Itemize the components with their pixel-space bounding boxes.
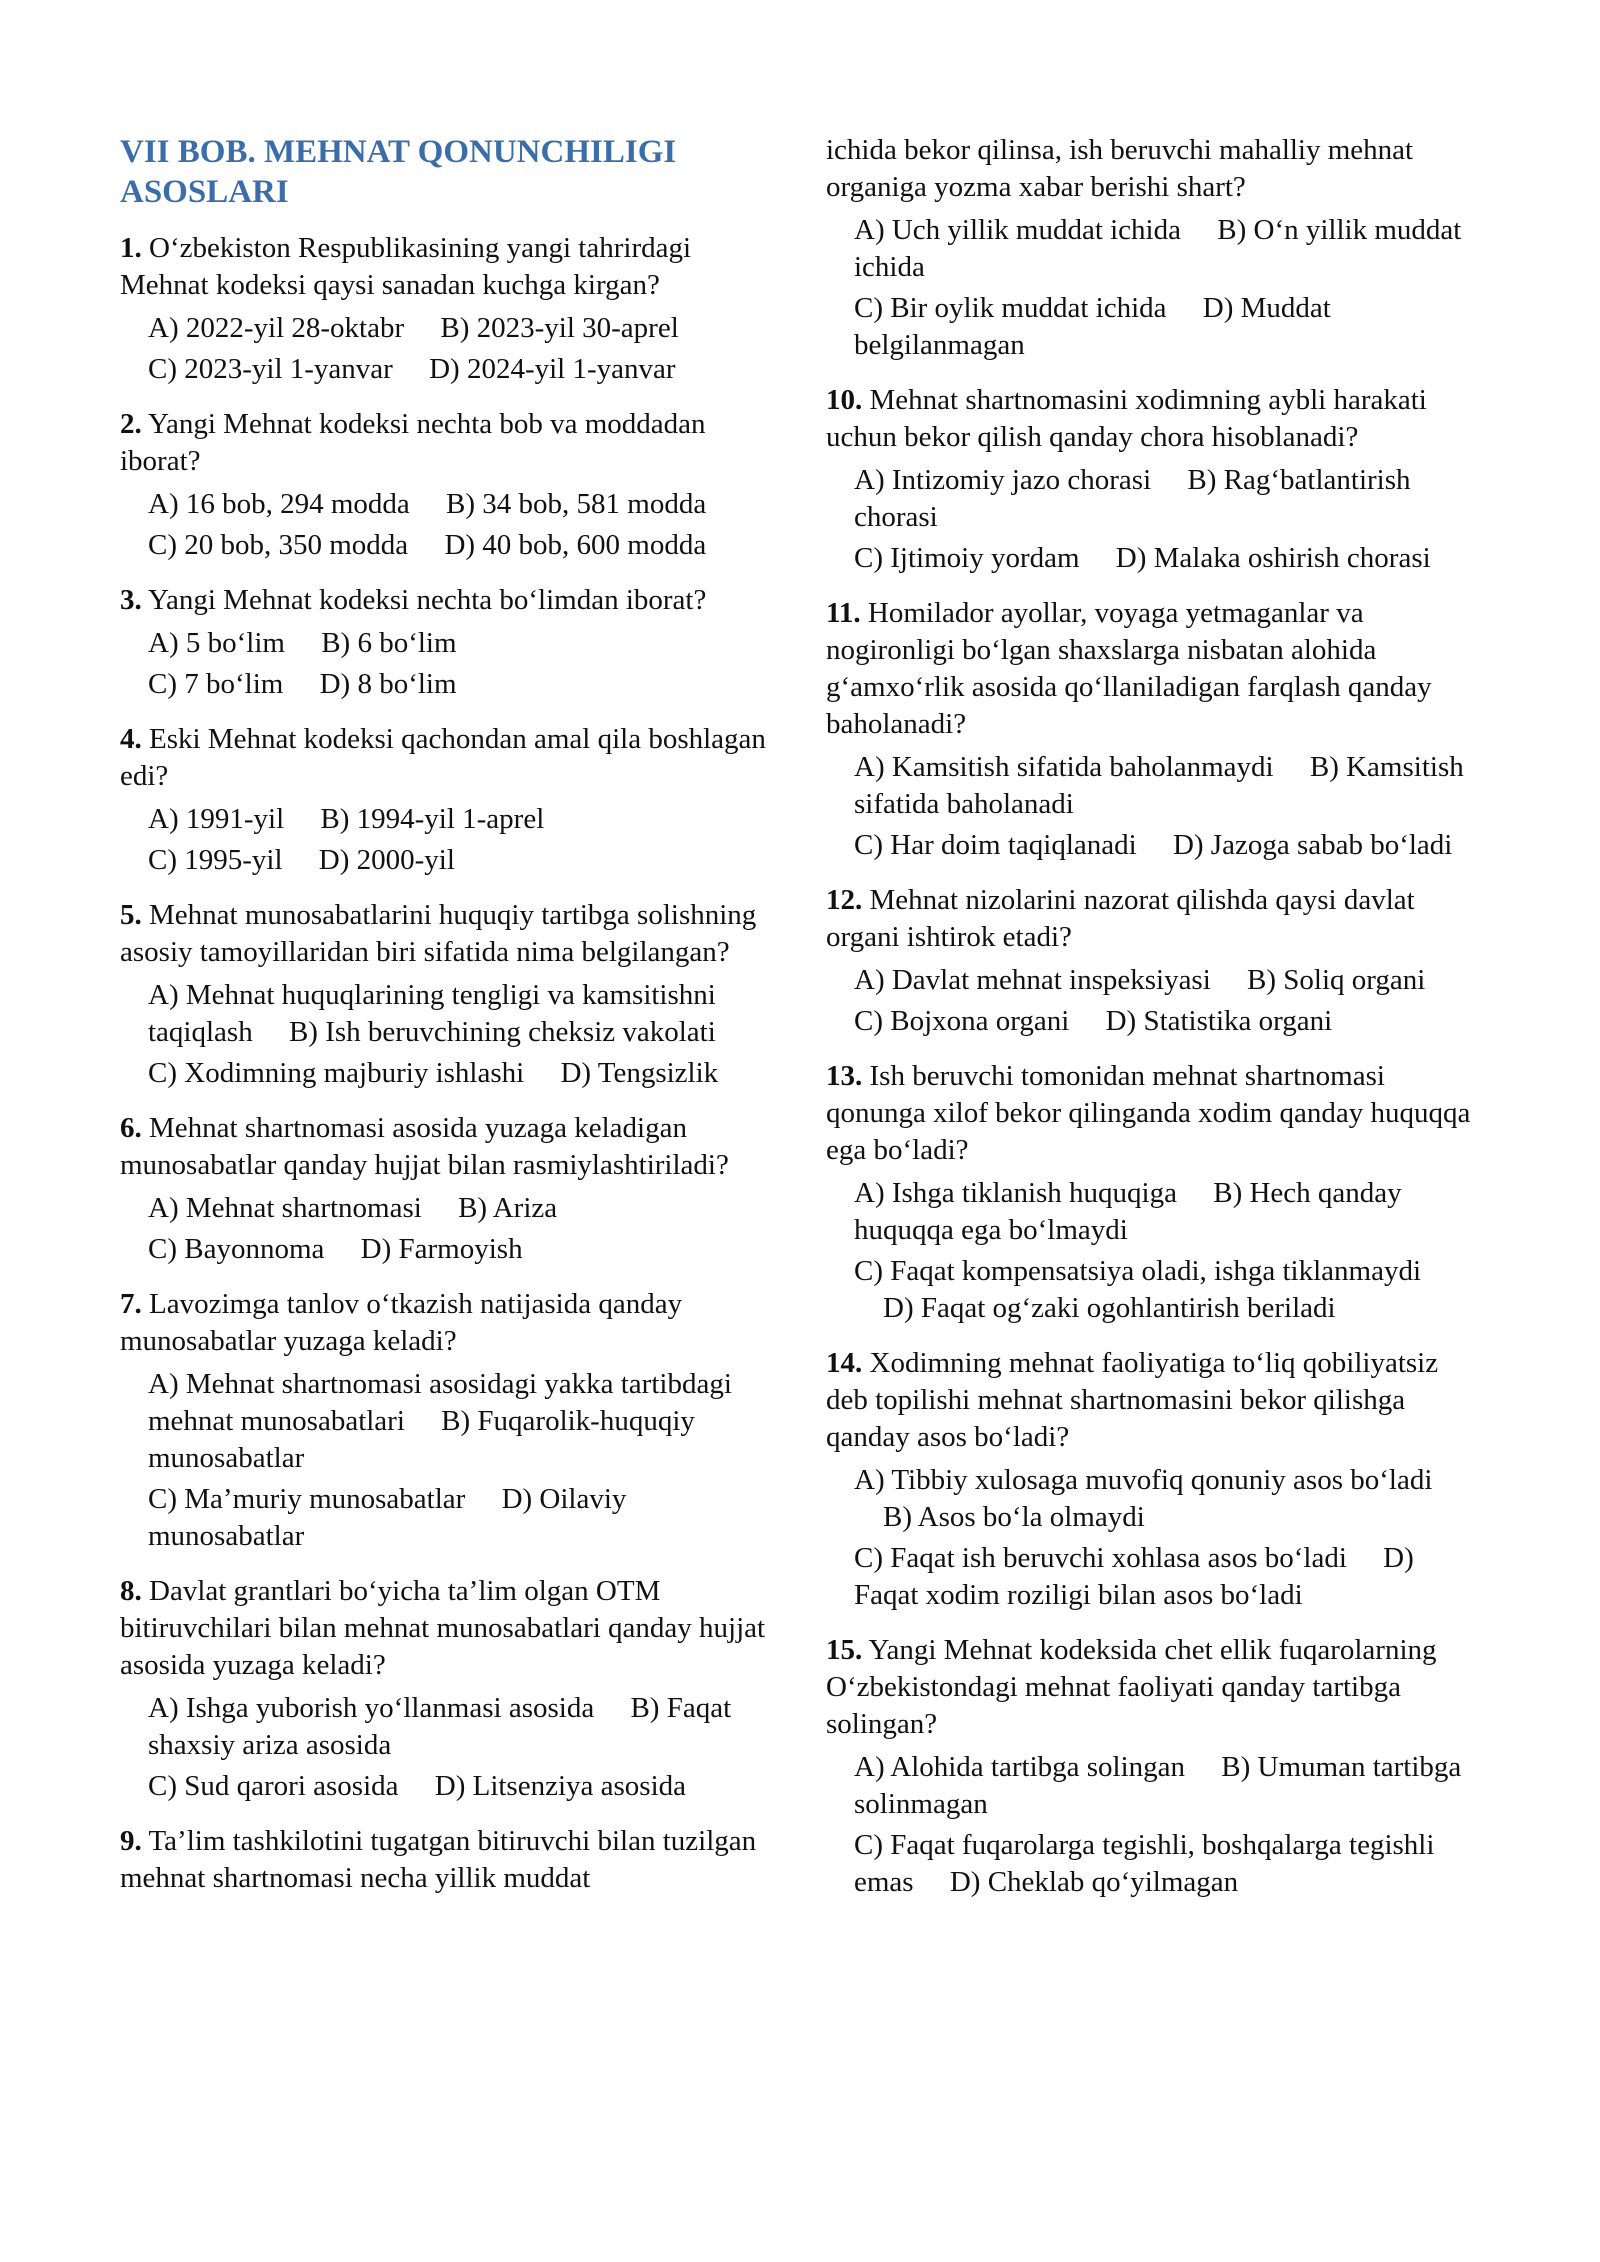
answer-option: B) O‘n yillik muddat ichida — [854, 214, 1462, 283]
question-text-line — [826, 1058, 1471, 1169]
answer-row — [148, 842, 770, 879]
question-number: 9. — [120, 1825, 142, 1857]
answer-row — [854, 540, 1471, 577]
question-text: Xodimning mehnat faoliyatiga to‘liq qobiliyatsiz deb topilishi mehnat shartnomasini bekor qilishga qanday asos bo‘ladi? — [826, 1347, 1439, 1453]
answer-option: D) 8 bo‘lim — [319, 668, 457, 700]
question-number: 5. — [120, 899, 142, 931]
answer-option: D) 2000-yil — [318, 844, 455, 876]
answer-option: C) 20 bob, 350 modda — [148, 529, 409, 561]
answer-row — [148, 1366, 770, 1477]
answer-options — [148, 625, 770, 703]
answer-options — [854, 749, 1471, 864]
question-text-line — [826, 1345, 1471, 1456]
answer-option: C) Bayonnoma — [148, 1233, 325, 1265]
answer-option: B) Fuqarolik-huquqiy munosabatlar — [148, 1405, 695, 1474]
question-block — [120, 1823, 770, 1897]
question-text: Eski Mehnat kodeksi qachondan amal qila boshlagan edi? — [120, 723, 766, 792]
answer-option: C) Xodimning majburiy ishlashi — [148, 1057, 525, 1089]
answer-option: D) 2024-yil 1-yanvar — [429, 353, 676, 385]
answer-options — [148, 977, 770, 1092]
answer-row — [148, 977, 770, 1051]
question-block — [120, 1110, 770, 1268]
question-text: Yangi Mehnat kodeksida chet ellik fuqarolarning O‘zbekistondagi mehnat faoliyati qanday tartibga solingan? — [826, 1634, 1437, 1740]
question-text-line — [120, 406, 770, 480]
question-number: 12. — [826, 884, 863, 916]
question-number: 7. — [120, 1288, 142, 1320]
answer-row — [854, 1175, 1471, 1249]
question-text-line — [120, 1110, 770, 1184]
answer-row — [148, 1690, 770, 1764]
answer-row — [854, 1003, 1471, 1040]
answer-option: D) Litsenziya asosida — [434, 1770, 687, 1802]
question-text: Ta’lim tashkilotini tugatgan bitiruvchi bilan tuzilgan mehnat shartnomasi necha yillik muddat — [120, 1825, 757, 1894]
question-text: Ish beruvchi tomonidan mehnat shartnomasi qonunga xilof bekor qilinganda xodim qanday huquqqa ega bo‘ladi? — [826, 1060, 1471, 1166]
question-text-line — [120, 1823, 770, 1897]
answer-option: A) Kamsitish sifatida baholanmaydi — [854, 751, 1274, 783]
question-block — [120, 1573, 770, 1805]
answer-option: B) Ariza — [458, 1192, 558, 1224]
question-continuation — [826, 132, 1471, 364]
question-number: 3. — [120, 584, 142, 616]
question-text-line — [120, 582, 770, 619]
question-block — [120, 1286, 770, 1555]
answer-row — [148, 351, 770, 388]
question-text: Homilador ayollar, voyaga yetmaganlar va nogironligi bo‘lgan shaxslarga nisbatan alohida g‘amxo‘rlik asosida qo‘llaniladigan farqlash qanday baholanadi? — [826, 597, 1432, 740]
question-number: 11. — [826, 597, 861, 629]
answer-row — [854, 962, 1471, 999]
answer-row — [148, 1231, 770, 1268]
answer-row — [148, 666, 770, 703]
answer-option: D) 40 bob, 600 modda — [444, 529, 707, 561]
question-text-line — [826, 382, 1471, 456]
question-number: 6. — [120, 1112, 142, 1144]
question-text-line — [826, 882, 1471, 956]
answer-row — [148, 801, 770, 838]
answer-option: A) Ishga tiklanish huquqiga — [854, 1177, 1177, 1209]
answer-options — [148, 1690, 770, 1805]
chapter-title: VII BOB. MEHNAT QONUNCHILIGI ASOSLARI — [120, 134, 677, 210]
right-column — [826, 132, 1471, 1919]
answer-option: A) 5 bo‘lim — [148, 627, 285, 659]
question-text-line — [120, 1573, 770, 1684]
question-block — [826, 1345, 1471, 1614]
answer-option: A) 1991-yil — [148, 803, 285, 835]
question-text-line — [120, 897, 770, 971]
question-text: Yangi Mehnat kodeksi nechta bo‘limdan iborat? — [147, 584, 707, 616]
question-number: 2. — [120, 408, 142, 440]
answer-row — [854, 749, 1471, 823]
answer-option: D) Jazoga sabab bo‘ladi — [1172, 829, 1453, 861]
left-column — [120, 132, 770, 1915]
question-text: Mehnat shartnomasini xodimning aybli harakati uchun bekor qilish qanday chora hisoblanadi? — [826, 384, 1427, 453]
answer-row — [854, 1253, 1471, 1327]
answer-row — [148, 310, 770, 347]
answer-option: B) Asos bo‘la olmaydi — [883, 1501, 1145, 1533]
answer-option: B) Kamsitish sifatida baholanadi — [854, 751, 1464, 820]
question-text: Davlat grantlari bo‘yicha ta’lim olgan OTM bitiruvchilari bilan mehnat munosabatlari qanday hujjat asosida yuzaga keladi? — [120, 1575, 766, 1681]
answer-options — [148, 801, 770, 879]
answer-option: C) 2023-yil 1-yanvar — [148, 353, 393, 385]
answer-option: C) Bir oylik muddat ichida — [854, 292, 1167, 324]
question-block — [120, 582, 770, 703]
answer-option: D) Faqat xodim roziligi bilan asos bo‘ladi — [854, 1542, 1414, 1611]
answer-options — [148, 310, 770, 388]
question-block — [826, 1632, 1471, 1901]
two-column-layout — [120, 132, 1510, 1919]
question-text: Mehnat shartnomasi asosida yuzaga keladigan munosabatlar qanday hujjat bilan rasmiylashtiriladi? — [120, 1112, 729, 1181]
answer-options — [854, 1462, 1471, 1614]
question-number: 13. — [826, 1060, 863, 1092]
answer-row — [148, 1481, 770, 1555]
answer-options — [148, 486, 770, 564]
answer-option: A) Ishga yuborish yo‘llanmasi asosida — [148, 1692, 595, 1724]
answer-option: C) Har doim taqiqlanadi — [854, 829, 1137, 861]
question-number: 14. — [826, 1347, 863, 1379]
question-text-line — [120, 1286, 770, 1360]
question-text-continued: ichida bekor qilinsa, ish beruvchi mahalliy mehnat organiga yozma xabar berishi shart? — [826, 134, 1414, 203]
answer-option: A) Davlat mehnat inspeksiyasi — [854, 964, 1211, 996]
question-text: Yangi Mehnat kodeksi nechta bob va moddadan iborat? — [120, 408, 706, 477]
question-block — [120, 721, 770, 879]
answer-option: A) Mehnat huquqlarining tengligi va kamsitishni taqiqlash — [148, 979, 716, 1048]
answer-option: D) Farmoyish — [360, 1233, 523, 1265]
question-text: O‘zbekiston Respublikasining yangi tahrirdagi Mehnat kodeksi qaysi sanadan kuchga kirgan? — [120, 232, 692, 301]
answer-option: C) 7 bo‘lim — [148, 668, 284, 700]
question-text: Mehnat nizolarini nazorat qilishda qaysi davlat organi ishtirok etadi? — [826, 884, 1415, 953]
answer-option: B) 6 bo‘lim — [321, 627, 457, 659]
question-text: Lavozimga tanlov o‘tkazish natijasida qanday munosabatlar yuzaga keladi? — [120, 1288, 683, 1357]
answer-option: B) Soliq organi — [1247, 964, 1426, 996]
answer-option: C) Ijtimoiy yordam — [854, 542, 1080, 574]
question-number: 15. — [826, 1634, 863, 1666]
answer-options — [854, 1175, 1471, 1327]
answer-option: A) Intizomiy jazo chorasi — [854, 464, 1152, 496]
answer-option: B) Faqat shaxsiy ariza asosida — [148, 1692, 732, 1761]
answer-row — [854, 827, 1471, 864]
answer-option: A) Tibbiy xulosaga muvofiq qonuniy asos bo‘ladi — [854, 1464, 1433, 1496]
answer-row — [854, 290, 1471, 364]
question-text-line — [120, 230, 770, 304]
answer-option: C) Sud qarori asosida — [148, 1770, 399, 1802]
answer-option: B) 34 bob, 581 modda — [446, 488, 707, 520]
answer-option: B) 1994-yil 1-aprel — [320, 803, 545, 835]
answer-option: B) Rag‘batlantirish chorasi — [854, 464, 1411, 533]
answer-row — [148, 527, 770, 564]
answer-option: C) Faqat fuqarolarga tegishli, boshqalarga tegishli emas — [854, 1829, 1435, 1898]
answer-option: C) Ma’muriy munosabatlar — [148, 1483, 466, 1515]
answer-option: D) Tengsizlik — [560, 1057, 719, 1089]
answer-option: A) Alohida tartibga solingan — [854, 1751, 1186, 1783]
answer-row — [854, 1540, 1471, 1614]
answer-row — [854, 1827, 1471, 1901]
answer-option: D) Malaka oshirish chorasi — [1115, 542, 1431, 574]
answer-options — [854, 962, 1471, 1040]
answer-row — [854, 462, 1471, 536]
question-block — [120, 230, 770, 388]
answer-options — [854, 1749, 1471, 1901]
answer-option: B) Ish beruvchining cheksiz vakolati — [288, 1016, 716, 1048]
answer-option: C) 1995-yil — [148, 844, 283, 876]
answer-row — [854, 212, 1471, 286]
question-block — [826, 382, 1471, 577]
answer-option: A) 16 bob, 294 modda — [148, 488, 410, 520]
answer-row — [854, 1749, 1471, 1823]
question-text-line — [120, 721, 770, 795]
question-block — [826, 882, 1471, 1040]
answer-option: D) Faqat og‘zaki ogohlantirish beriladi — [883, 1292, 1336, 1324]
question-text-line — [826, 1632, 1471, 1743]
question-number: 4. — [120, 723, 142, 755]
question-block — [826, 595, 1471, 864]
question-block — [826, 1058, 1471, 1327]
question-text: Mehnat munosabatlarini huquqiy tartibga solishning asosiy tamoyillaridan biri sifatida nima belgilangan? — [120, 899, 757, 968]
answer-option: D) Oilaviy munosabatlar — [148, 1483, 627, 1552]
answer-option: D) Muddat belgilanmagan — [854, 292, 1331, 361]
answer-option: B) Hech qanday huquqqa ega bo‘lmaydi — [854, 1177, 1402, 1246]
question-block — [120, 897, 770, 1092]
answer-option: A) Mehnat shartnomasi asosidagi yakka tartibdagi mehnat munosabatlari — [148, 1368, 732, 1437]
answer-option: D) Cheklab qo‘yilmagan — [949, 1866, 1239, 1898]
answer-row — [148, 1055, 770, 1092]
answer-option: A) Mehnat shartnomasi — [148, 1192, 422, 1224]
answer-options — [854, 212, 1471, 364]
answer-row — [148, 1768, 770, 1805]
answer-row — [148, 625, 770, 662]
question-number: 10. — [826, 384, 863, 416]
answer-options — [148, 1366, 770, 1555]
question-number: 8. — [120, 1575, 142, 1607]
answer-options — [854, 462, 1471, 577]
answer-option: B) 2023-yil 30-aprel — [440, 312, 679, 344]
answer-option: A) Uch yillik muddat ichida — [854, 214, 1181, 246]
answer-row — [148, 1190, 770, 1227]
question-text-line — [826, 595, 1471, 743]
answer-option: A) 2022-yil 28-oktabr — [148, 312, 405, 344]
answer-row — [148, 486, 770, 523]
answer-option: C) Bojxona organi — [854, 1005, 1070, 1037]
answer-option: B) Umuman tartibga solinmagan — [854, 1751, 1462, 1820]
answer-row — [854, 1462, 1471, 1536]
question-block — [120, 406, 770, 564]
answer-option: C) Faqat kompensatsiya oladi, ishga tiklanmaydi — [854, 1255, 1422, 1287]
question-number: 1. — [120, 232, 142, 264]
answer-options — [148, 1190, 770, 1268]
answer-option: C) Faqat ish beruvchi xohlasa asos bo‘ladi — [854, 1542, 1347, 1574]
answer-option: D) Statistika organi — [1105, 1005, 1333, 1037]
